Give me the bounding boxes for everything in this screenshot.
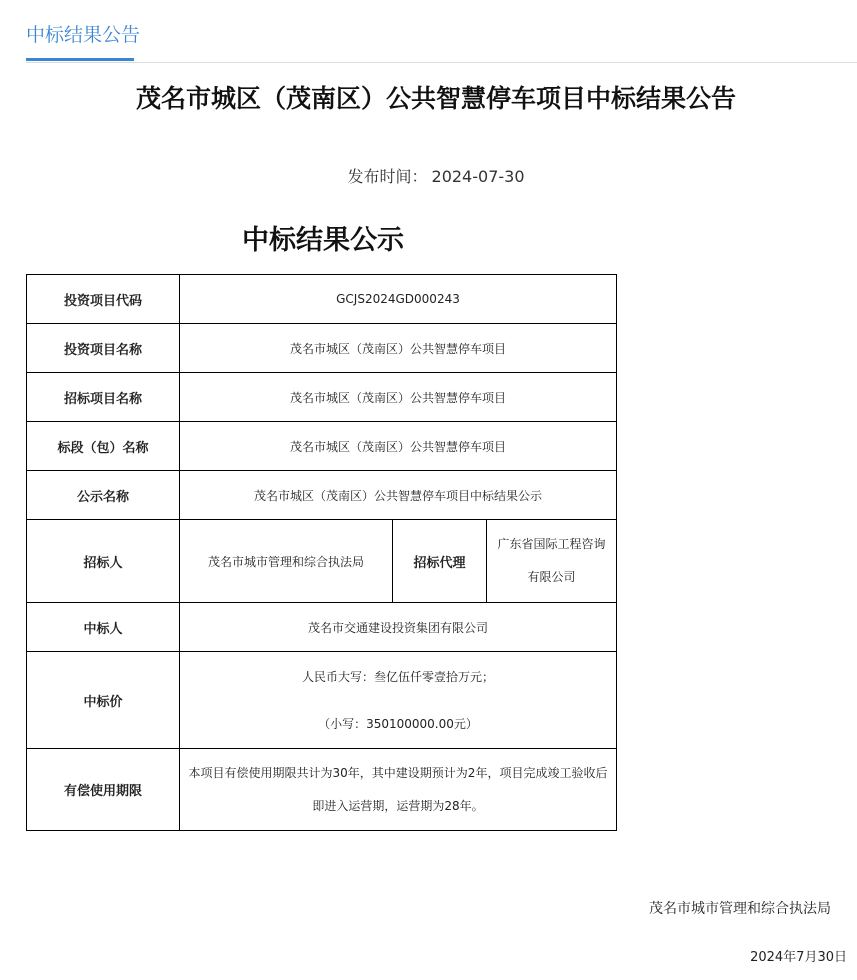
- price-upper: 人民币大写：叁亿伍仟零壹拾万元；: [301, 670, 494, 684]
- table-row: [27, 652, 617, 749]
- table-row: [27, 520, 617, 603]
- project-name-label: 投资项目名称: [27, 324, 180, 373]
- section-value: 茂名市城区（茂南区）公共智慧停车项目: [180, 422, 617, 471]
- tender-project-value: 茂名市城区（茂南区）公共智慧停车项目: [180, 373, 617, 422]
- notice-name-label: 公示名称: [27, 471, 180, 520]
- result-table: [26, 274, 617, 831]
- winner-value: 茂名市交通建设投资集团有限公司: [180, 603, 617, 652]
- price-lower: （小写：350100000.00元）: [318, 717, 478, 731]
- agent-label: 招标代理: [393, 520, 487, 603]
- tender-project-label: 招标项目名称: [27, 373, 180, 422]
- section-heading: 中标结果公示: [242, 225, 404, 256]
- publish-time: [0, 164, 857, 187]
- signature-date: 2024年7月30日: [750, 950, 847, 965]
- signature-org: 茂名市城市管理和综合执法局: [649, 901, 831, 917]
- notice-name-value: 茂名市城区（茂南区）公共智慧停车项目中标结果公示: [180, 471, 617, 520]
- agent-value: 广东省国际工程咨询有限公司: [487, 520, 617, 603]
- section-label: 标段（包）名称: [27, 422, 180, 471]
- table-row: [27, 324, 617, 373]
- price-value: [180, 652, 617, 749]
- table-row: [27, 471, 617, 520]
- project-code-label: 投资项目代码: [27, 275, 180, 324]
- table-row: [27, 422, 617, 471]
- price-label: 中标价: [27, 652, 180, 749]
- project-name-value: 茂名市城区（茂南区）公共智慧停车项目: [180, 324, 617, 373]
- publish-time-value: 2024-07-30: [431, 167, 525, 186]
- tenderer-label: 招标人: [27, 520, 180, 603]
- project-code-value: GCJS2024GD000243: [180, 275, 617, 324]
- period-value: 本项目有偿使用期限共计为30年，其中建设期预计为2年，项目完成竣工验收后即进入运营期，运营期为28年。: [180, 749, 617, 831]
- table-row: [27, 749, 617, 831]
- page-title: 茂名市城区（茂南区）公共智慧停车项目中标结果公告: [135, 84, 736, 113]
- tab-bar: [26, 0, 857, 63]
- tab-result-notice[interactable]: 中标结果公告: [26, 24, 141, 46]
- period-label: 有偿使用期限: [27, 749, 180, 831]
- active-tab-indicator: [26, 58, 134, 61]
- winner-label: 中标人: [27, 603, 180, 652]
- table-row: [27, 373, 617, 422]
- table-row: [27, 275, 617, 324]
- publish-time-label: 发布时间：: [347, 167, 428, 186]
- tenderer-value: 茂名市城市管理和综合执法局: [180, 520, 393, 603]
- table-row: [27, 603, 617, 652]
